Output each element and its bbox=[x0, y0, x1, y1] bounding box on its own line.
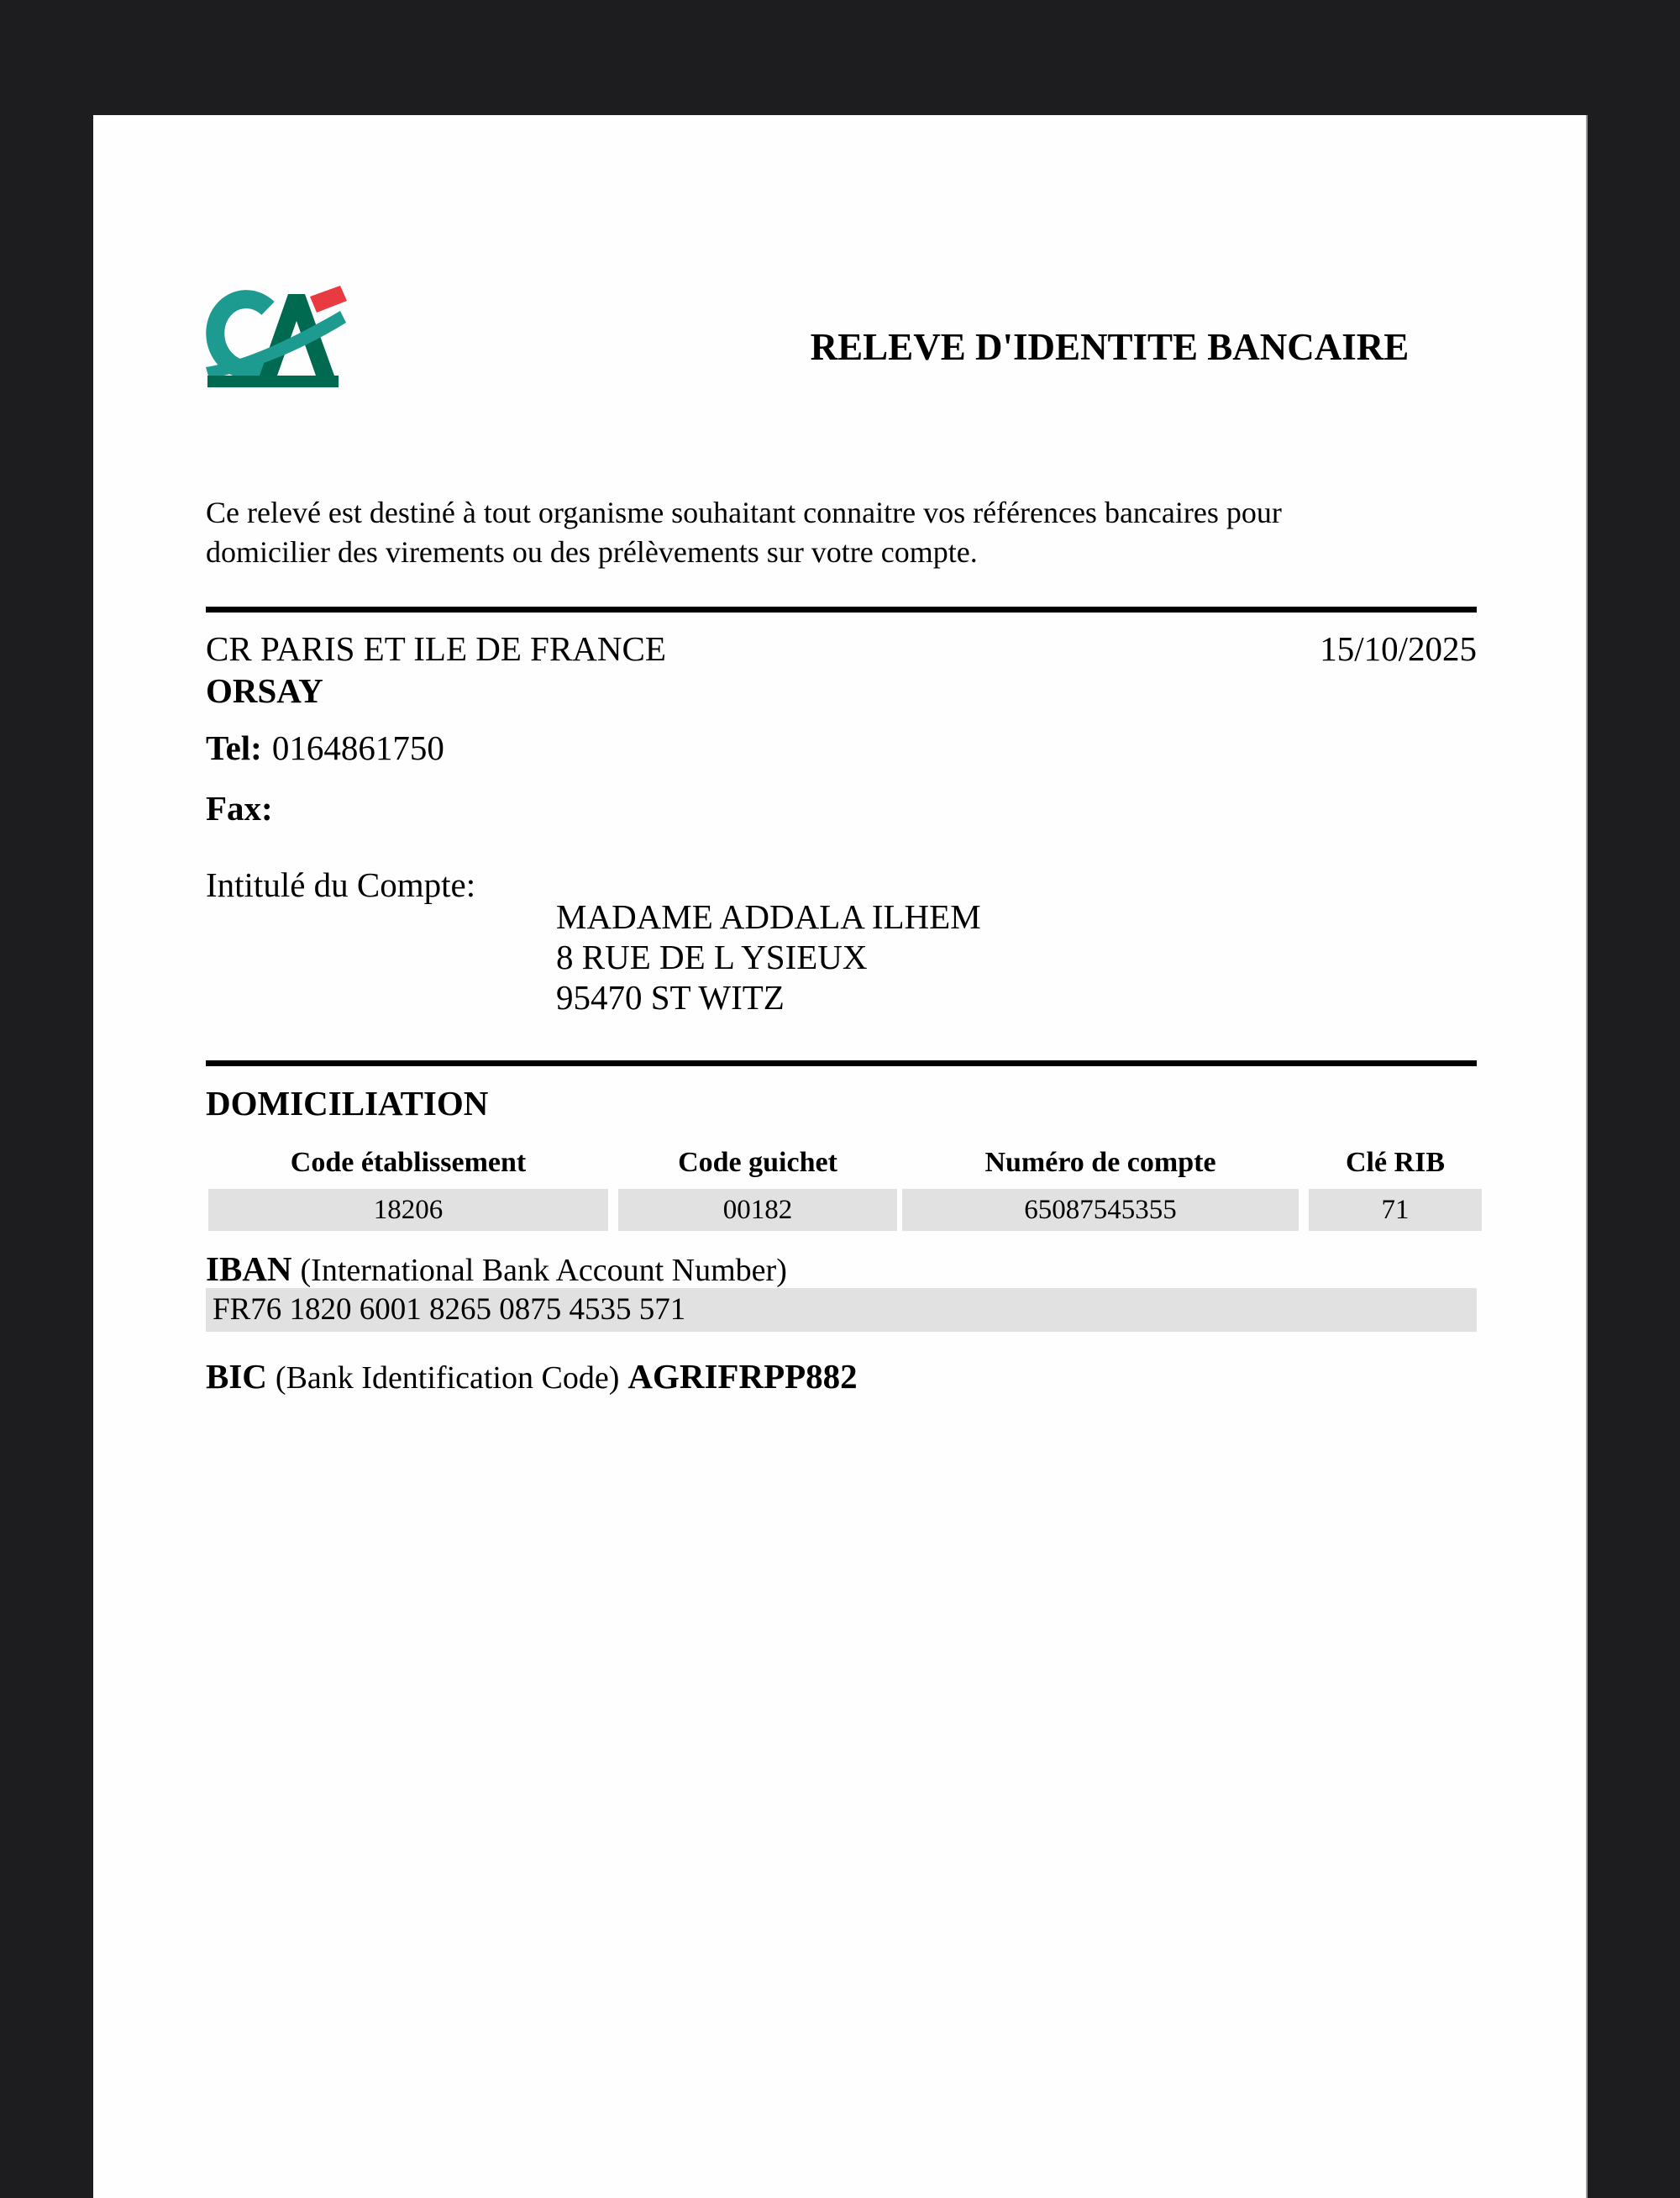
table-value-cle-rib: 71 bbox=[1309, 1189, 1482, 1231]
account-holder-block bbox=[556, 897, 981, 1017]
table-header-cle-rib: Clé RIB bbox=[1345, 1147, 1446, 1178]
bic-caption: (Bank Identification Code) bbox=[275, 1360, 620, 1396]
document-title: RELEVE D'IDENTITE BANCAIRE bbox=[810, 326, 1410, 368]
iban-heading bbox=[206, 1249, 787, 1289]
divider-domiciliation bbox=[206, 1060, 1477, 1066]
document-page bbox=[93, 115, 1588, 2198]
divider-top bbox=[206, 607, 1477, 613]
document-date: 15/10/2025 bbox=[1320, 629, 1477, 668]
logo-red-accent bbox=[310, 286, 347, 313]
iban-label: IBAN bbox=[206, 1249, 292, 1288]
bank-name: CR PARIS ET ILE DE FRANCE bbox=[206, 629, 666, 668]
intro-line-2: domicilier des virements ou des prélèvements sur votre compte. bbox=[206, 535, 978, 569]
tel-label: Tel: bbox=[206, 728, 262, 767]
intro-line-1: Ce relevé est destiné à tout organisme souhaitant connaitre vos références bancaires pour bbox=[206, 496, 1282, 529]
table-header-code-etablissement: Code établissement bbox=[290, 1147, 527, 1178]
bic-label: BIC bbox=[206, 1357, 267, 1396]
holder-street: 8 RUE DE L YSIEUX bbox=[556, 938, 868, 976]
logo-underline-bar bbox=[207, 376, 339, 387]
tel-line bbox=[206, 728, 444, 768]
table-value-numero-compte: 65087545355 bbox=[902, 1189, 1299, 1231]
bic-value: AGRIFRPP882 bbox=[627, 1357, 858, 1396]
tel-value: 0164861750 bbox=[271, 728, 444, 767]
holder-name: MADAME ADDALA ILHEM bbox=[556, 897, 981, 936]
table-value-code-etablissement: 18206 bbox=[208, 1189, 608, 1231]
account-title-label: Intitulé du Compte: bbox=[206, 865, 476, 904]
intro-paragraph bbox=[206, 493, 1477, 572]
table-value-code-guichet: 00182 bbox=[618, 1189, 897, 1231]
bank-header-row bbox=[206, 628, 1477, 669]
table-header-code-guichet: Code guichet bbox=[678, 1147, 837, 1178]
credit-agricole-logo bbox=[206, 283, 350, 388]
holder-city: 95470 ST WITZ bbox=[556, 978, 785, 1017]
iban-value-bar: FR76 1820 6001 8265 0875 4535 571 bbox=[206, 1288, 1477, 1332]
domiciliation-heading: DOMICILIATION bbox=[206, 1084, 489, 1123]
bic-heading bbox=[206, 1356, 858, 1396]
fax-label: Fax: bbox=[206, 789, 273, 828]
table-header-numero-compte: Numéro de compte bbox=[984, 1147, 1216, 1178]
branch-city: ORSAY bbox=[206, 671, 323, 710]
iban-caption: (International Bank Account Number) bbox=[300, 1253, 787, 1288]
